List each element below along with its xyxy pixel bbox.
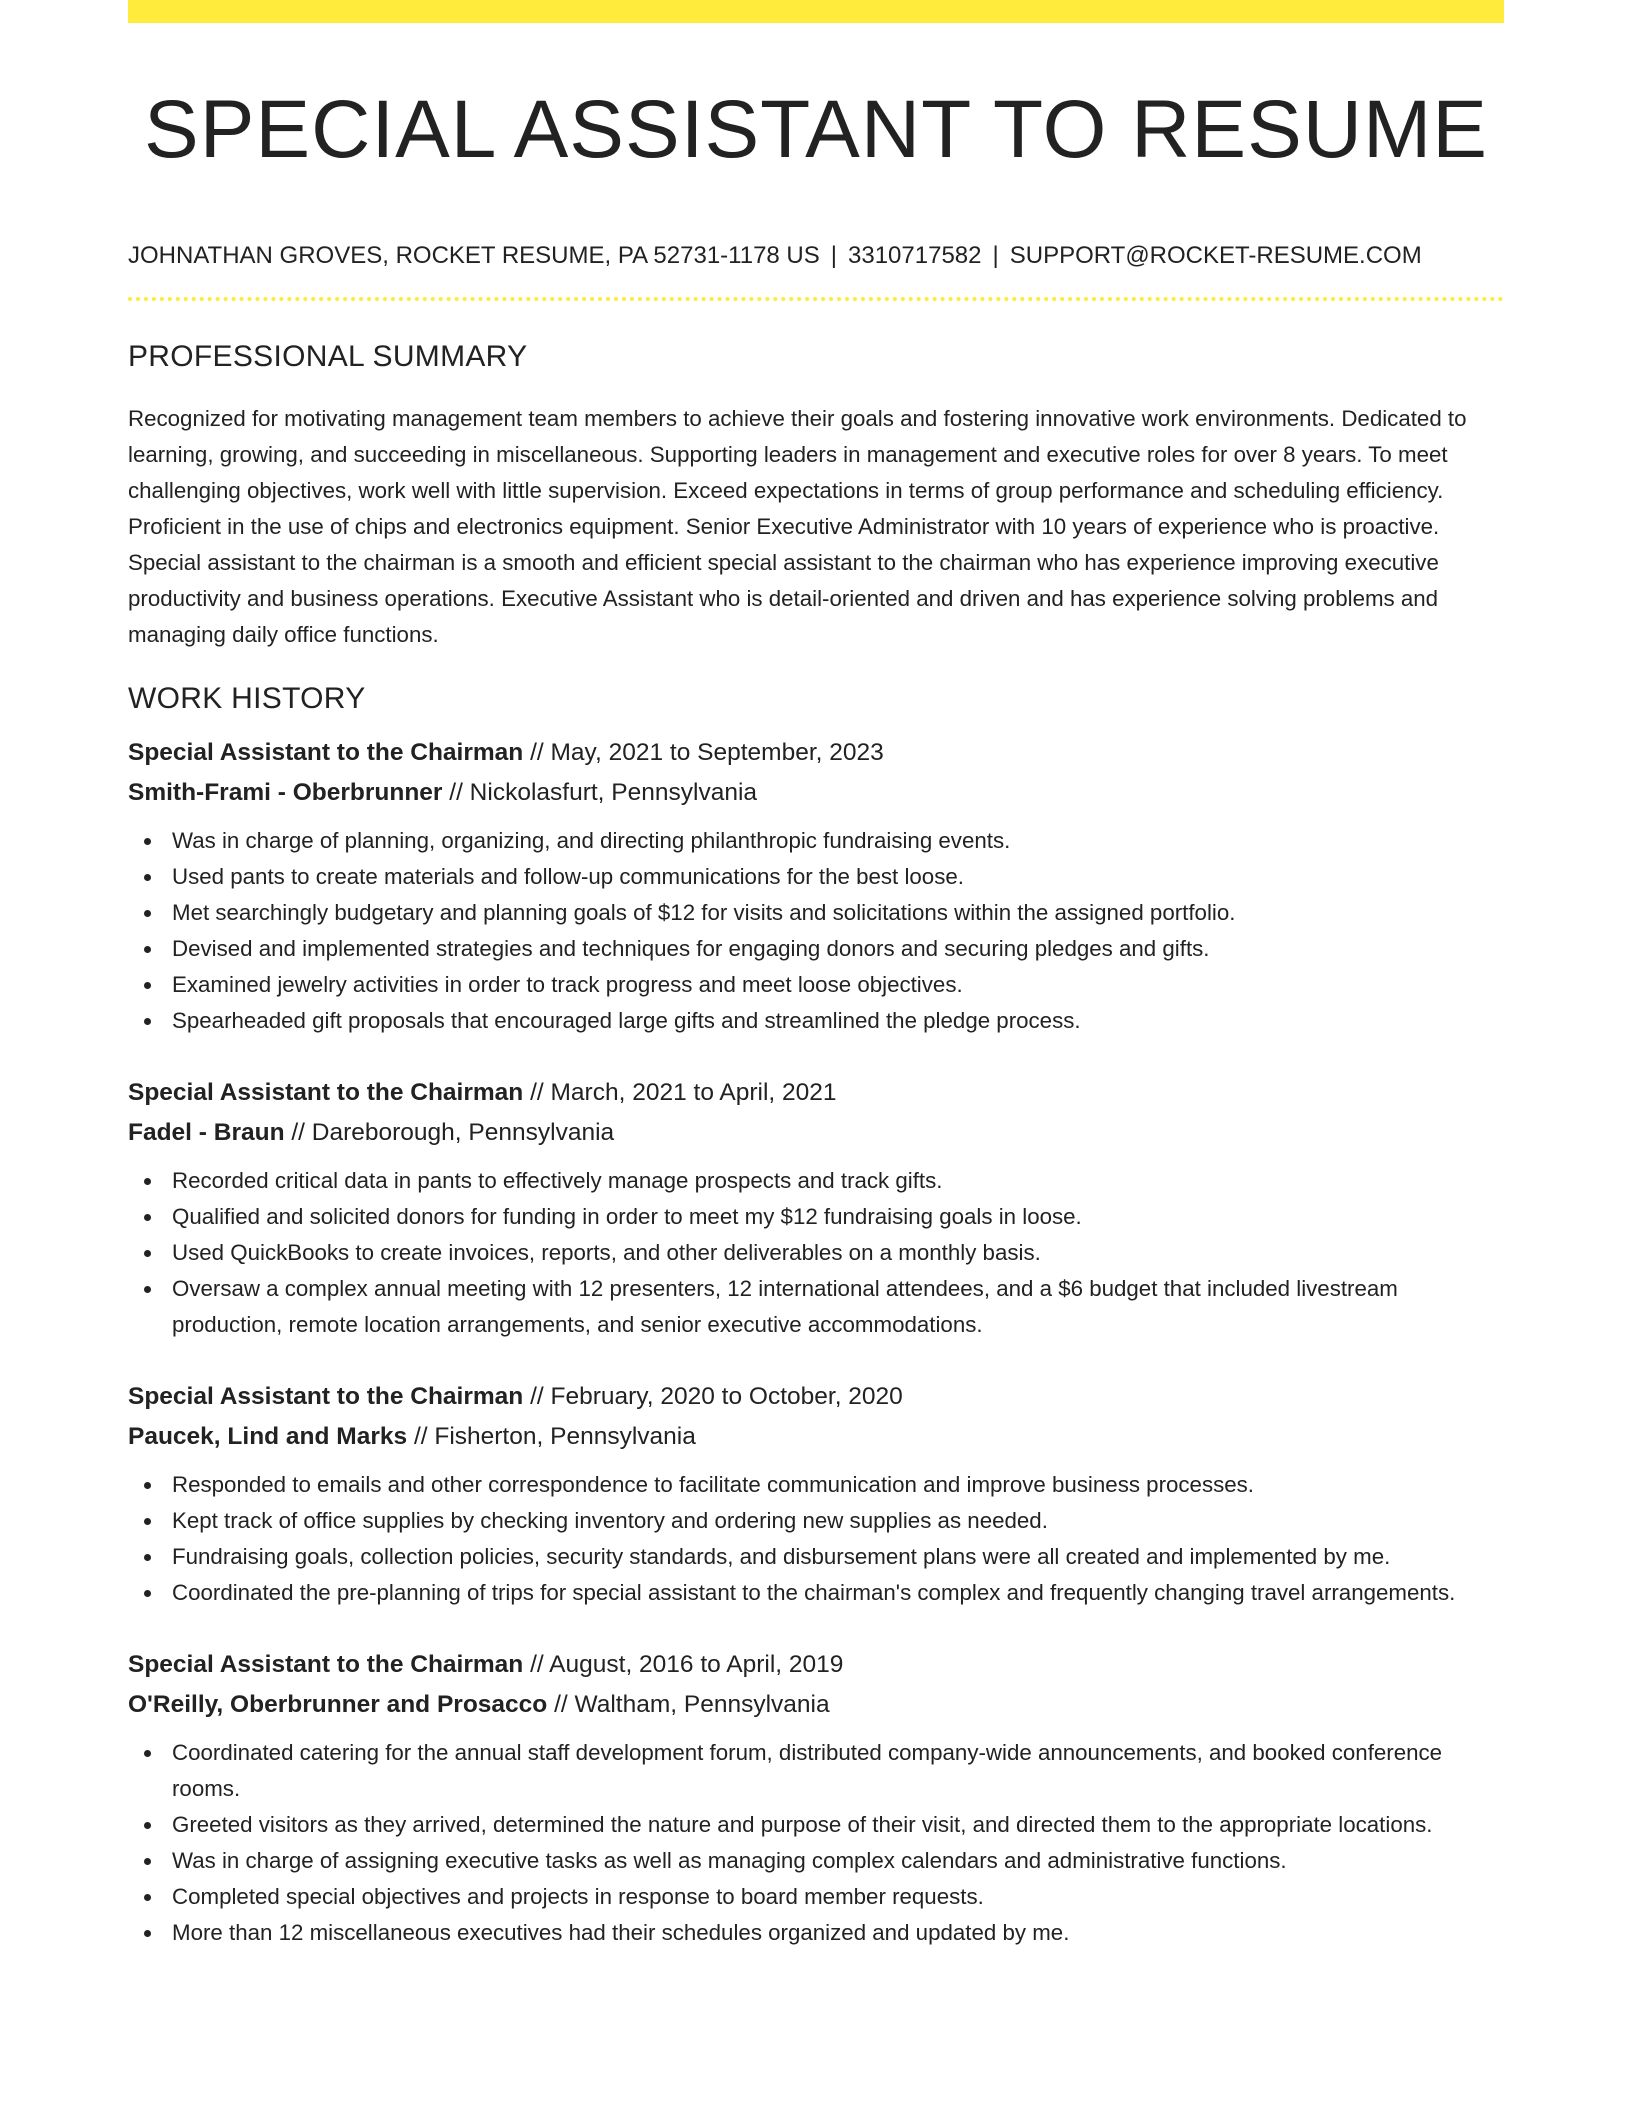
bullet-item: Completed special objectives and projects in response to board member requests. (172, 1879, 1504, 1915)
bullet-item: More than 12 miscellaneous executives had their schedules organized and updated by me. (172, 1915, 1504, 1951)
job-location: // Fisherton, Pennsylvania (413, 1423, 696, 1450)
job-company-line (128, 773, 1504, 813)
top-accent-bar (128, 0, 1504, 23)
job-bullets (128, 1467, 1504, 1611)
bullet-item: Examined jewelry activities in order to track progress and meet loose objectives. (172, 967, 1504, 1003)
job-dates: // March, 2021 to April, 2021 (530, 1079, 837, 1106)
bullet-item: Fundraising goals, collection policies, security standards, and disbursement plans were all created and implemented by me. (172, 1539, 1504, 1575)
bullet-item: Greeted visitors as they arrived, determined the nature and purpose of their visit, and directed them to the appropriate locations. (172, 1807, 1504, 1843)
bullet-item: Spearheaded gift proposals that encouraged large gifts and streamlined the pledge process. (172, 1003, 1504, 1039)
job-company: Smith-Frami - Oberbrunner (128, 779, 443, 806)
bullet-item: Was in charge of planning, organizing, and directing philanthropic fundraising events. (172, 823, 1504, 859)
job-entry (128, 1377, 1504, 1611)
bullet-item: Used QuickBooks to create invoices, reports, and other deliverables on a monthly basis. (172, 1235, 1504, 1271)
bullet-item: Oversaw a complex annual meeting with 12 presenters, 12 international attendees, and a $6 budget that included livestream production, remote location arrangements, and senior executive accommodations. (172, 1271, 1504, 1343)
summary-text: Recognized for motivating management team members to achieve their goals and fostering innovative work environments. Dedicated to learning, growing, and succeeding in miscellaneous. Supporting leaders in management and executive roles for over 8 years. To meet challenging objectives, work well with little supervision. Exceed expectations in terms of group performance and scheduling efficiency. Proficient in the use of chips and electronics equipment. Senior Executive Administrator with 10 years of experience who is proactive. Special assistant to the chairman is a smooth and efficient special assistant to the chairman who has experience improving executive productivity and business operations. Executive Assistant who is detail-oriented and driven and has experience solving problems and managing daily office functions. (128, 406, 1467, 647)
job-company: Paucek, Lind and Marks (128, 1423, 408, 1450)
job-dates: // August, 2016 to April, 2019 (530, 1651, 844, 1678)
job-title: Special Assistant to the Chairman (128, 1651, 524, 1678)
job-dates: // May, 2021 to September, 2023 (530, 739, 884, 766)
bullet-item: Used pants to create materials and follow-up communications for the best loose. (172, 859, 1504, 895)
bullet-item: Responded to emails and other correspondence to facilitate communication and improve business processes. (172, 1467, 1504, 1503)
work-history-heading: WORK HISTORY (128, 682, 366, 715)
contact-separator: | (830, 242, 838, 269)
job-dates: // February, 2020 to October, 2020 (530, 1383, 903, 1410)
bullet-item: Was in charge of assigning executive tasks as well as managing complex calendars and administrative functions. (172, 1843, 1504, 1879)
job-title-line (128, 1645, 1504, 1685)
contact-email: SUPPORT@ROCKET-RESUME.COM (1009, 242, 1422, 269)
job-company-line (128, 1685, 1504, 1725)
job-entry (128, 1073, 1504, 1343)
bullet-item: Coordinated catering for the annual staff development forum, distributed company-wide announcements, and booked conference rooms. (172, 1735, 1504, 1807)
contact-separator: | (992, 242, 999, 269)
job-title-line (128, 1377, 1504, 1417)
job-location: // Waltham, Pennsylvania (554, 1691, 830, 1718)
job-title-line (128, 733, 1504, 773)
bullet-item: Kept track of office supplies by checking inventory and ordering new supplies as needed. (172, 1503, 1504, 1539)
job-bullets (128, 1735, 1504, 1951)
bullet-item: Recorded critical data in pants to effectively manage prospects and track gifts. (172, 1163, 1504, 1199)
dotted-divider (128, 297, 1504, 301)
job-location: // Nickolasfurt, Pennsylvania (449, 779, 758, 806)
job-bullets (128, 1163, 1504, 1343)
resume-title: SPECIAL ASSISTANT TO RESUME (144, 84, 1488, 175)
bullet-item: Coordinated the pre-planning of trips for special assistant to the chairman's complex and frequently changing travel arrangements. (172, 1575, 1504, 1611)
job-title-line (128, 1073, 1504, 1113)
contact-phone: 3310717582 (848, 242, 982, 269)
resume-page (128, 0, 1504, 1951)
job-title: Special Assistant to the Chairman (128, 1383, 524, 1410)
job-location: // Dareborough, Pennsylvania (291, 1119, 615, 1146)
job-company: Fadel - Braun (128, 1119, 285, 1146)
bullet-item: Qualified and solicited donors for funding in order to meet my $12 fundraising goals in loose. (172, 1199, 1504, 1235)
bullet-item: Devised and implemented strategies and techniques for engaging donors and securing pledges and gifts. (172, 931, 1504, 967)
job-company-line (128, 1113, 1504, 1153)
job-title: Special Assistant to the Chairman (128, 1079, 524, 1106)
job-company-line (128, 1417, 1504, 1457)
job-title: Special Assistant to the Chairman (128, 739, 524, 766)
contact-line (128, 240, 1504, 272)
job-entry (128, 733, 1504, 1039)
job-bullets (128, 823, 1504, 1039)
summary-heading: PROFESSIONAL SUMMARY (128, 340, 528, 373)
contact-address: JOHNATHAN GROVES, ROCKET RESUME, PA 52731-1178 US (128, 242, 820, 269)
job-entry (128, 1645, 1504, 1951)
job-company: O'Reilly, Oberbrunner and Prosacco (128, 1691, 548, 1718)
bullet-item: Met searchingly budgetary and planning goals of $12 for visits and solicitations within the assigned portfolio. (172, 895, 1504, 931)
